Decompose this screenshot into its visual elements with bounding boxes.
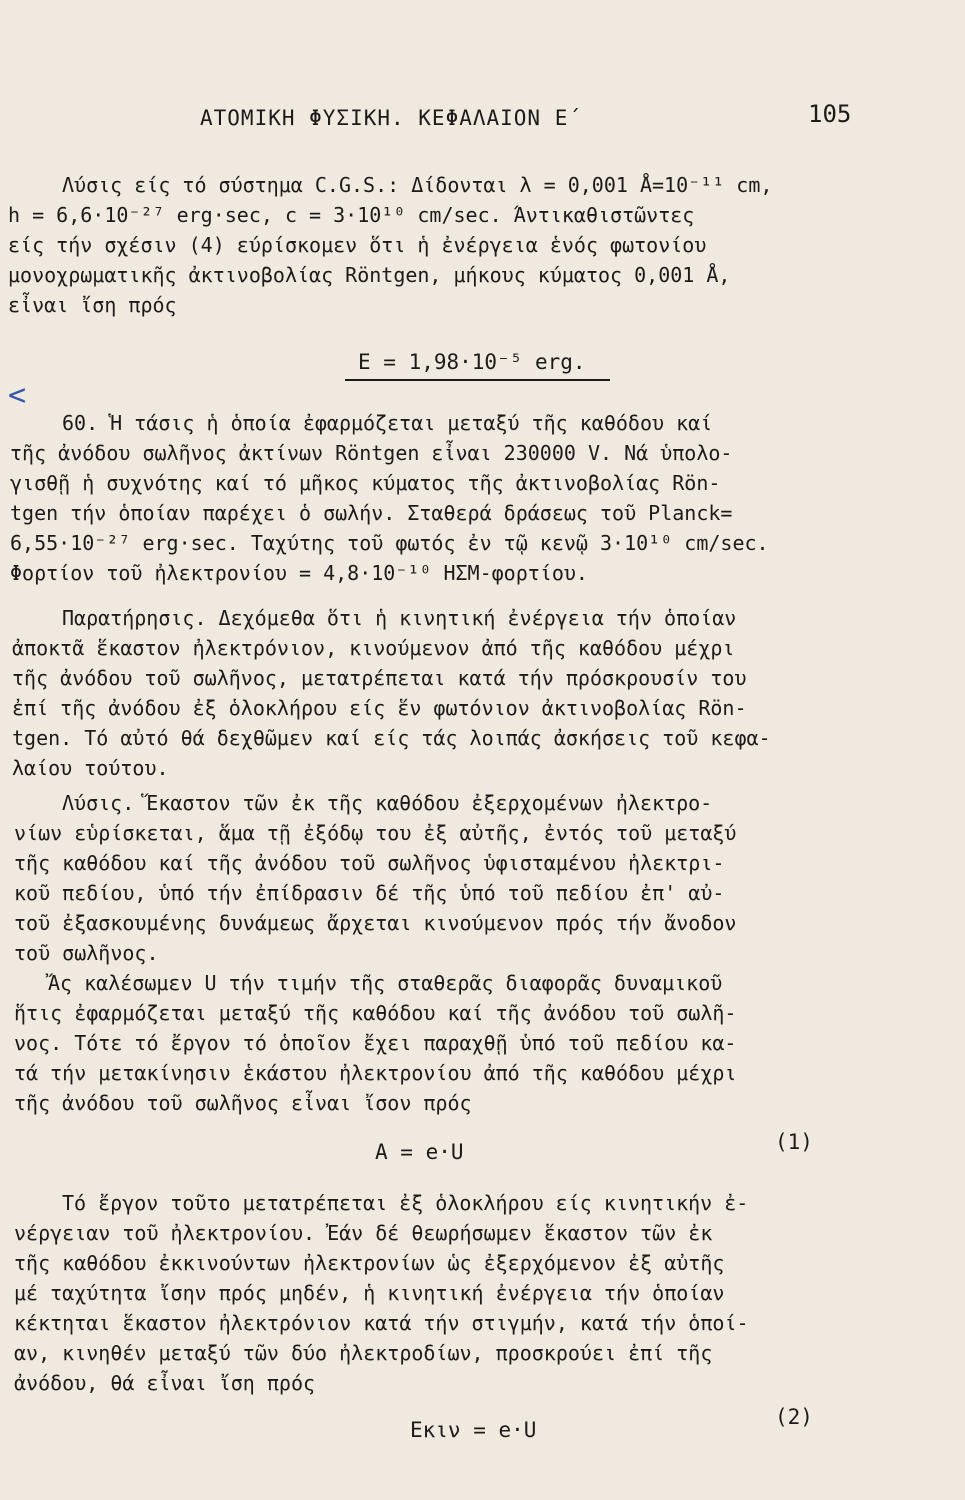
text-line: Λύσις είς τό σύστημα C.G.S.: Δίδονται λ = 0,001 Å=10⁻¹¹ cm, bbox=[62, 173, 773, 197]
text-line: τῆς ἀνόδου τοῦ σωλῆνος, μετατρέπεται κατά τήν πρόσκρουσίν του bbox=[12, 666, 747, 690]
page-header bbox=[0, 100, 965, 140]
text-line: νος. Τότε τό ἔργον τό ὁποῖον ἔχει παραχθῇ ὑπό τοῦ πεδίου κα- bbox=[14, 1031, 737, 1055]
result-formula: E = 1,98·10⁻⁵ erg. bbox=[358, 350, 586, 374]
text-line: ἐπί τῆς ἀνόδου ἐξ ὁλοκλήρου είς ἕν φωτόνιον ἀκτινοβολίας Rön- bbox=[12, 696, 747, 720]
text-line: τά τήν μετακίνησιν ἑκάστου ἠλεκτρονίου ἀπό τῆς καθόδου μέχρι bbox=[14, 1061, 737, 1085]
text-line: Παρατήρησις. Δεχόμεθα ὅτι ἡ κινητική ἐνέργεια τήν ὁποίαν bbox=[62, 606, 737, 630]
text-line: τοῦ ἐξασκουμένης δυνάμεως ἄρχεται κινούμενον πρός τήν ἄνοδον bbox=[14, 911, 737, 935]
text-line: Τό ἔργον τοῦτο μετατρέπεται ἐξ ὁλοκλήρου είς κινητικήν ἐ- bbox=[62, 1191, 749, 1215]
text-line: 60. Ἡ τάσις ἡ ὁποία ἐφαρμόζεται μεταξύ τῆς καθόδου καί bbox=[62, 411, 713, 435]
text-line: τῆς ἀνόδου σωλῆνος ἀκτίνων Röntgen εἶναι 230000 V. Νά ὑπολο- bbox=[10, 441, 733, 465]
text-line: μονοχρωματικῆς ἀκτινοβολίας Röntgen, μήκους κύματος 0,001 Å, bbox=[8, 263, 731, 287]
text-line: γισθῇ ἡ συχνότης καί τό μῆκος κύματος τῆς ἀκτινοβολίας Rön- bbox=[10, 471, 721, 495]
formula-underline bbox=[345, 379, 610, 381]
equation-2-formula: Eκιν = e·U bbox=[410, 1418, 537, 1442]
text-line: αν, κινηθέν μεταξύ τῶν δύο ἠλεκτροδίων, προσκρούει ἐπί τῆς bbox=[14, 1341, 713, 1365]
text-line: Φορτίον τοῦ ἠλεκτρονίου = 4,8·10⁻¹⁰ ΗΣΜ-φορτίου. bbox=[10, 561, 588, 585]
text-line: μέ ταχύτητα ἴσην πρός μηδέν, ἡ κινητική ἐνέργεια τήν ὁποίαν bbox=[14, 1281, 725, 1305]
text-line: τῆς καθόδου καί τῆς ἀνόδου τοῦ σωλῆνος ὑφισταμένου ἠλεκτρι- bbox=[14, 851, 725, 875]
text-line: tgen. Τό αὐτό θά δεχθῶμεν καί είς τάς λοιπάς ἀσκήσεις τοῦ κεφα- bbox=[12, 726, 771, 750]
text-line: νέργειαν τοῦ ἠλεκτρονίου. Ἐάν δέ θεωρήσωμεν ἕκαστον τῶν ἐκ bbox=[14, 1221, 713, 1245]
text-line: Λύσις. Ἕκαστον τῶν ἐκ τῆς καθόδου ἐξερχομένων ἠλεκτρο- bbox=[62, 791, 713, 815]
equation-1-formula: A = e·U bbox=[375, 1140, 464, 1164]
text-line: τοῦ σωλῆνος. bbox=[14, 941, 159, 965]
page-number: 105 bbox=[808, 100, 852, 128]
text-line: τῆς ἀνόδου τοῦ σωλῆνος εἶναι ἴσον πρός bbox=[14, 1091, 472, 1115]
text-line: κέκτηται ἕκαστον ἠλεκτρόνιον κατά τήν στιγμήν, κατά τήν ὁποί- bbox=[14, 1311, 749, 1335]
equation-1-number: (1) bbox=[775, 1130, 813, 1154]
margin-mark: < bbox=[8, 378, 27, 413]
text-line: ἀνόδου, θά εἶναι ἴση πρός bbox=[14, 1371, 316, 1395]
text-line: εἶναι ἴση πρός bbox=[8, 293, 177, 317]
text-line: 6,55·10⁻²⁷ erg·sec. Ταχύτης τοῦ φωτός ἐν τῷ κενῷ 3·10¹⁰ cm/sec. bbox=[10, 531, 769, 555]
equation-2-number: (2) bbox=[775, 1405, 813, 1429]
text-line: είς τήν σχέσιν (4) εύρίσκομεν ὅτι ἡ ἐνέργεια ἑνός φωτονίου bbox=[8, 233, 707, 257]
text-line: h = 6,6·10⁻²⁷ erg·sec, c = 3·10¹⁰ cm/sec. Άντικαθιστῶντες bbox=[8, 203, 695, 227]
text-line: κοῦ πεδίου, ὑπό τήν ἐπίδρασιν δέ τῆς ὑπό τοῦ πεδίου ἐπ' αὐ- bbox=[14, 881, 725, 905]
text-line: tgen τήν ὁποίαν παρέχει ὁ σωλήν. Σταθερά δράσεως τοῦ Planck= bbox=[10, 501, 733, 525]
text-line: τῆς καθόδου ἐκκινούντων ἠλεκτρονίων ὡς ἐξερχόμενον ἐξ αὐτῆς bbox=[14, 1251, 725, 1275]
text-line: Ἄς καλέσωμεν U τήν τιμήν τῆς σταθερᾶς διαφορᾶς δυναμικοῦ bbox=[48, 971, 723, 995]
text-line: ἀποκτᾶ ἕκαστον ἠλεκτρόνιον, κινούμενον ἀπό τῆς καθόδου μέχρι bbox=[12, 636, 735, 660]
text-line: λαίου τούτου. bbox=[12, 756, 169, 780]
running-title: ΑΤΟΜΙΚΗ ΦΥΣΙΚΗ. ΚΕΦΑΛΑΙΟΝ Ε΄ bbox=[200, 106, 583, 130]
text-line: ἥτις ἐφαρμόζεται μεταξύ τῆς καθόδου καί τῆς ἀνόδου τοῦ σωλῆ- bbox=[14, 1001, 737, 1025]
text-line: νίων εὑρίσκεται, ἅμα τῇ ἐξόδῳ του ἐξ αὐτῆς, ἐντός τοῦ μεταξύ bbox=[14, 821, 737, 845]
